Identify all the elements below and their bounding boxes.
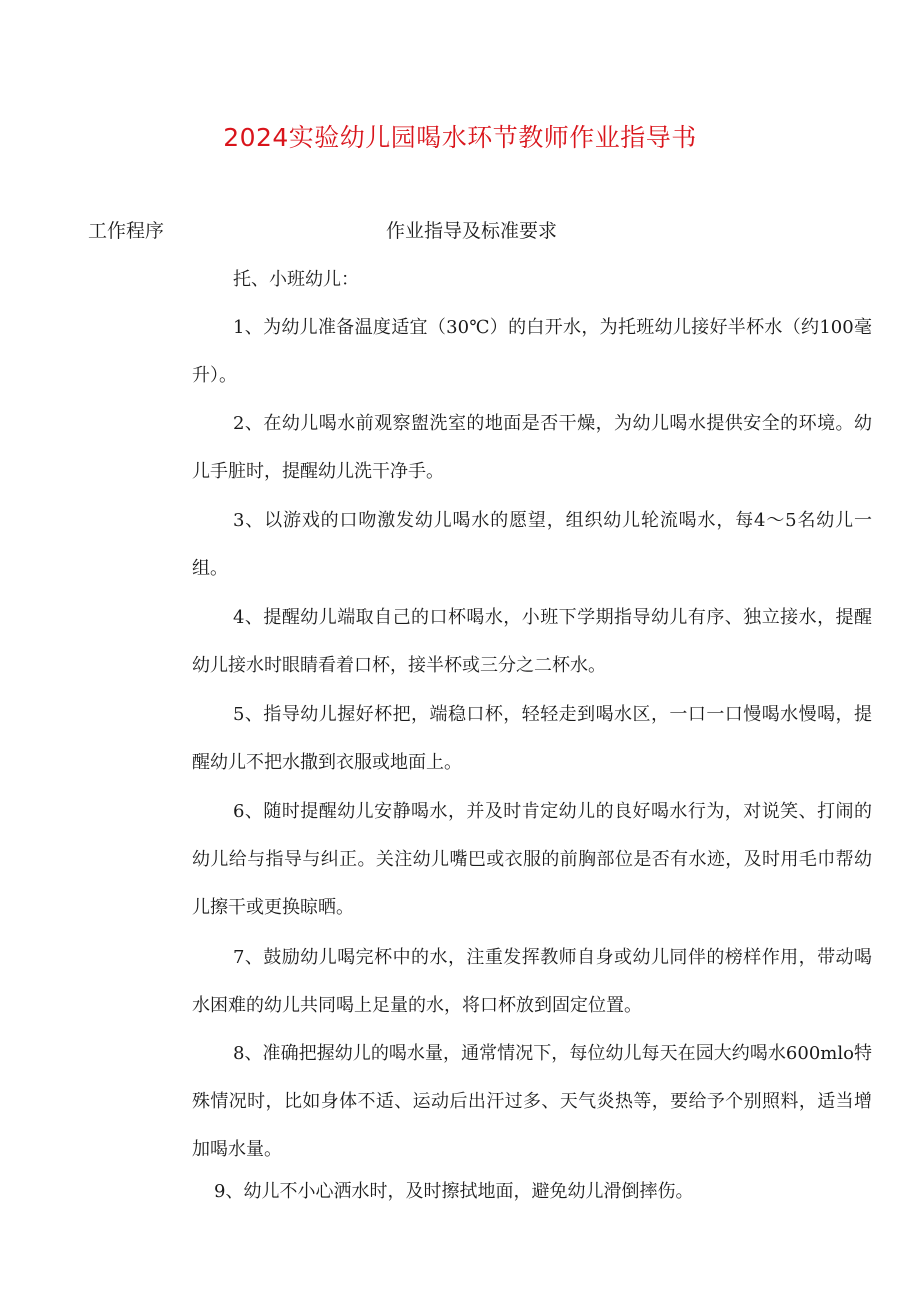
guideline-item-2: 2、在幼儿喝水前观察盥洗室的地面是否干燥，为幼儿喝水提供安全的环境。幼儿手脏时，提醒幼儿洗干净手。 [192, 413, 872, 482]
document-title: 2024实验幼儿园喝水环节教师作业指导书 [223, 123, 697, 152]
guideline-item-1: 1、为幼儿准备温度适宜（30℃）的白开水，为托班幼儿接好半杯水（约100毫升）。 [192, 317, 872, 386]
guideline-item-8: 8、准确把握幼儿的喝水量，通常情况下，每位幼儿每天在园大约喝水600mlo特殊情况时，比如身体不适、运动后出汗过多、天气炎热等，要给予个别照料，适当增加喝水量。 [192, 1043, 872, 1160]
column-header-procedure: 工作程序 [88, 220, 165, 242]
guideline-item-3: 3、以游戏的口吻激发幼儿喝水的愿望，组织幼儿轮流喝水，每4～5名幼儿一组。 [192, 510, 872, 579]
guideline-item-6: 6、随时提醒幼儿安静喝水，并及时肯定幼儿的良好喝水行为，对说笑、打闹的幼儿给与指导与纠正。关注幼儿嘴巴或衣服的前胸部位是否有水迹，及时用毛巾帮幼儿擦干或更换晾晒。 [192, 801, 872, 918]
guideline-item-4: 4、提醒幼儿端取自己的口杯喝水，小班下学期指导幼儿有序、独立接水，提醒幼儿接水时眼睛看着口杯，接半杯或三分之二杯水。 [192, 607, 872, 676]
guideline-item-9: 9、幼儿不小心洒水时，及时擦拭地面，避免幼儿滑倒摔伤。 [214, 1181, 694, 1202]
guideline-item-5: 5、指导幼儿握好杯把，端稳口杯，轻轻走到喝水区，一口一口慢喝水慢喝，提醒幼儿不把水撒到衣服或地面上。 [192, 704, 872, 773]
guideline-item-7: 7、鼓励幼儿喝完杯中的水，注重发挥教师自身或幼儿同伴的榜样作用，带动喝水困难的幼儿共同喝上足量的水，将口杯放到固定位置。 [192, 947, 872, 1016]
column-header-guidance: 作业指导及标准要求 [386, 220, 558, 242]
section-intro: 托、小班幼儿： [233, 269, 359, 290]
